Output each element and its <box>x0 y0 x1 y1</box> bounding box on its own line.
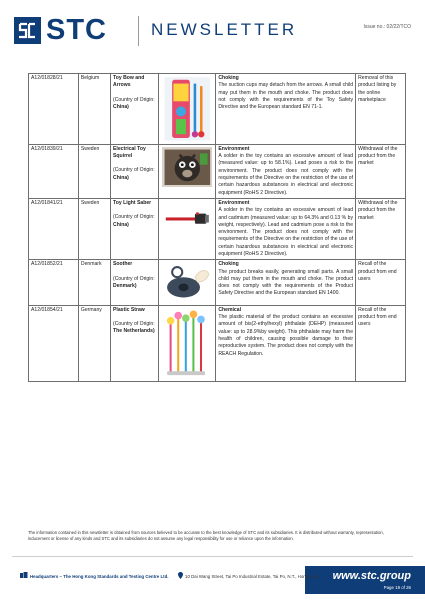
risk-type: Chemical <box>218 306 242 313</box>
table-row <box>29 144 406 198</box>
product-cell <box>111 198 159 259</box>
measures-cell <box>356 198 406 259</box>
country-cell <box>78 198 110 259</box>
risk-cell <box>216 305 356 381</box>
product-name: Toy Light Saber <box>113 199 152 206</box>
toy-squirrel-photo <box>162 147 213 188</box>
newsletter-header <box>0 0 425 58</box>
toy-light-saber-photo <box>162 201 213 234</box>
country-cell <box>78 305 110 381</box>
origin-label: (Country of Origin: China) <box>113 96 155 110</box>
header-divider <box>138 16 139 46</box>
notifying-country: Sweden <box>80 145 100 152</box>
product-image-cell <box>158 74 216 145</box>
disclaimer: The information contained in this newsletter is obtained from sources believed to be accurate to the best knowledge of STC and its subsidiaries. It is distributed without warranty, representation, inducement or license of any kinds and STC and its subsidiaries do not assume any legal responsibility for use or reliance upon the information. <box>28 530 384 541</box>
location-pin-icon <box>178 572 183 579</box>
country-cell <box>78 144 110 198</box>
risk-cell <box>216 144 356 198</box>
stc-logo-text: STC <box>46 14 107 46</box>
risk-type: Environment <box>218 145 250 152</box>
reference-cell <box>29 144 79 198</box>
product-image-cell <box>158 144 216 198</box>
measures-cell <box>356 74 406 145</box>
notifying-country: Belgium <box>80 75 100 81</box>
table-row <box>29 305 406 381</box>
product-cell <box>111 74 159 145</box>
product-name: Electrical Toy Squirrel <box>113 145 146 160</box>
table-row <box>29 198 406 259</box>
risk-cell <box>216 260 356 306</box>
origin-label: (Country of Origin: Denmark) <box>113 275 155 289</box>
reference-cell <box>29 74 79 145</box>
measures-taken: Withdrawal of the product from the market <box>358 145 398 167</box>
footer-divider <box>12 556 413 557</box>
product-image-cell <box>158 260 216 306</box>
reference-cell <box>29 198 79 259</box>
product-name: Plastic Straw <box>113 306 145 313</box>
reference-number: A12/01839/21 <box>31 145 63 152</box>
risk-type: Choking <box>218 75 239 81</box>
website-link[interactable]: www.stc.group <box>332 570 411 582</box>
headquarters-name: – The Hong Kong Standards and Testing Centre Ltd. <box>58 574 169 579</box>
headquarters-line <box>30 574 169 579</box>
reference-number: A12/01841/21 <box>31 199 63 206</box>
product-image-cell <box>158 198 216 259</box>
notifying-country: Sweden <box>80 199 100 206</box>
reference-number: A12/01828/21 <box>31 75 63 81</box>
reference-cell <box>29 260 79 306</box>
measures-cell <box>356 144 406 198</box>
toy-bow-arrows-photo <box>162 76 213 142</box>
product-image-cell <box>158 305 216 381</box>
plastic-straw-photo <box>162 308 213 379</box>
table-row <box>29 74 406 145</box>
origin-country: The Netherlands) <box>113 328 155 335</box>
country-cell <box>78 74 110 145</box>
product-cell <box>111 144 159 198</box>
building-icon <box>20 572 28 578</box>
stc-logo-mark <box>14 17 41 44</box>
risk-type: Choking <box>218 261 239 268</box>
risk-description: The product breaks easily, generating small parts. A small child may put them in the mouth and choke. The product does not comply with the requirements of the Product Safety Directive and the European standard EN 1400. <box>218 268 354 297</box>
reference-number: A12/01852/21 <box>31 261 63 268</box>
product-recall-table <box>28 73 406 382</box>
risk-description: The suction cups may detach from the arrows. A small child may put them in the mouth and choke. The product does not comply with the requirements of the Toy Safety Directive and the European standard EN 71-1. <box>218 82 354 111</box>
measures-taken: Removal of this product listing by the online marketplace <box>358 75 397 103</box>
notifying-country: Denmark <box>80 261 102 268</box>
notifying-country: Germany <box>80 306 102 313</box>
product-name: Toy Bow and Arrows <box>113 75 145 89</box>
address: 10 Dai Wang Street, Tai Po Industrial Estate, Tai Po, N.T., Hong Kong <box>185 574 320 579</box>
reference-number: A12/01854/21 <box>31 306 63 313</box>
country-cell <box>78 260 110 306</box>
headquarters-label: Headquarters <box>30 574 59 579</box>
page-number: Page 19 of 26 <box>383 585 411 590</box>
measures-taken: Recall of the product from end users <box>358 306 397 328</box>
measures-taken: Withdrawal of the product from the market <box>358 199 398 221</box>
risk-description: A solder in the toy contains an excessive amount of lead and cadmium (measured value: up to 64.3% and 0.13 % by weight, respectively). Lead and cadmium pose a risk to the environment. The product does not comply with the requirements of the Directive on the restriction of the use of certain hazardous substances in electrical and electronic equipment (RoHS 2 Directive). <box>218 207 354 257</box>
risk-cell <box>216 198 356 259</box>
origin-country: Denmark) <box>113 282 137 289</box>
measures-cell <box>356 305 406 381</box>
risk-cell <box>216 74 356 145</box>
risk-type: Environment <box>218 199 250 206</box>
origin-country: China) <box>113 103 129 110</box>
issue-number: Issue no.: 02/22/TCO <box>363 24 411 30</box>
origin-country: China) <box>113 174 129 181</box>
product-cell <box>111 305 159 381</box>
risk-description: The plastic material of the product contains an excessive amount of bis(2-ethylhexyl) phthalate (DEHP) (measured value: up to 28.9%by weight). This phthalate may harm the health of children, causing possible damage to their reproductive system. The product does not comply with the REACH Regulation. <box>218 314 354 357</box>
origin-country: China) <box>113 221 129 228</box>
stc-logo <box>14 14 126 47</box>
risk-description: A solder in the toy contains an excessive amount of lead (measured value: up to 58.1%). Lead poses a risk to the environment. The product does not comply with the requirements of the Directive on the restriction of the use of certain hazardous substances in electrical and electronic equipment (RoHS 2 Directive). <box>218 153 354 196</box>
measures-cell <box>356 260 406 306</box>
table-row <box>29 260 406 306</box>
measures-taken: Recall of the product from end users <box>358 261 397 282</box>
newsletter-title: NEWSLETTER <box>151 20 298 39</box>
soother-photo <box>162 262 213 303</box>
origin-label: (Country of Origin: China) <box>113 167 155 181</box>
origin-label: (Country of Origin: The Netherlands) <box>113 321 155 335</box>
reference-cell <box>29 305 79 381</box>
origin-label: (Country of Origin: China) <box>113 214 155 228</box>
product-name: Soother <box>113 261 133 268</box>
product-cell <box>111 260 159 306</box>
